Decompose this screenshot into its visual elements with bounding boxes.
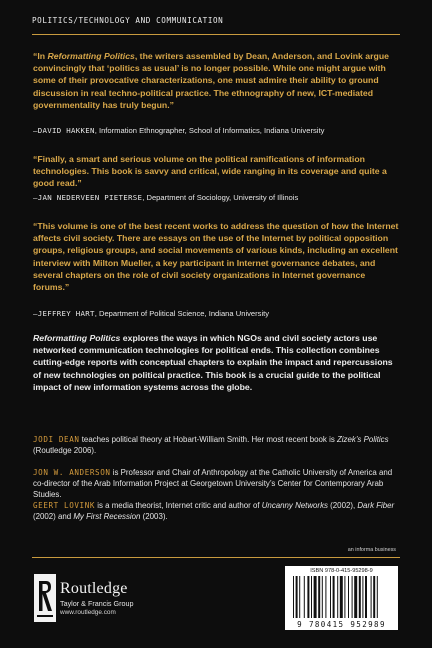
quote-3-attribution (33, 309, 401, 318)
top-divider (32, 34, 400, 35)
publisher-name: Routledge (60, 580, 128, 597)
quote-2-attribution (33, 193, 401, 202)
editor-bio-anderson (33, 467, 399, 500)
bio-text: is a media theorist, Internet critic and author of (95, 501, 262, 510)
routledge-logo-icon (33, 573, 57, 623)
publisher-website: www.routledge.com (60, 609, 116, 616)
publisher-group: Taylor & Francis Group (60, 599, 134, 608)
quote-3-affiliation: , Department of Political Science, Indiana University (94, 309, 270, 318)
bio-text-mid: (2002) and (33, 512, 74, 521)
bio-text-mid: (2002), (327, 501, 358, 510)
endorsement-quote-1: “In Reformatting Politics, the writers assembled by Dean, Anderson, and Lovink argue convincingly that ‘politics as usual’ is no longer possible. While one might argue with some of their provocative characterizations, one must admire their ability to ground discussion in real techno-political practice. The ethnography of new, ICT-mediated governmentality has truly begun.” (33, 51, 389, 110)
informa-business-label: an informa business (347, 547, 396, 553)
description-text: explores the ways in which NGOs and civil society actors use networked communication technologies for political ends. This collection combines cutting-edge reports with conceptual chapters to explain the impact and repercussions of new technologies on political practice. This book is a crucial guide to the political impact of new information systems across the globe. (33, 333, 393, 392)
bio-book-title: My First Recession (73, 512, 141, 521)
bottom-divider (32, 557, 400, 558)
bio-text-tail: (2003). (140, 512, 168, 521)
category-label: POLITICS/TECHNOLOGY AND COMMUNICATION (32, 16, 224, 25)
bio-name: JODI DEAN (33, 435, 80, 444)
editor-bio-dean (33, 434, 399, 456)
quote-1-author: —DAVID HAKKEN (33, 126, 95, 135)
endorsement-quote-2: “Finally, a smart and serious volume on the political ramifications of information technologies. This book is savvy and critical, wide ranging in its coverage and quite a good read.” (33, 154, 387, 189)
bio-book-title: Uncanny Networks (261, 501, 328, 510)
bio-text: is Professor and Chair of Anthropology at the Catholic University of America and co-director of the Arab Information Project at Georgetown University’s Center for Contemporary Arab Studies. (33, 468, 393, 499)
book-description (33, 332, 399, 393)
endorsement-quote-3: “This volume is one of the best recent works to address the question of how the Internet affects civil society. There are essays on the use of the Internet by political opposition groups, religious groups, and social movements of various kinds, including an excellent interview with Milton Mueller, a key participant in Internet governance debates, and several chapters on the role of civil society organizations in Internet governance forums.” (33, 221, 399, 293)
description-book-title: Reformatting Politics (33, 333, 121, 343)
quote-3-author: —JEFFREY HART (33, 309, 95, 318)
isbn-barcode (285, 566, 398, 630)
bio-text: teaches political theory at Hobart-William Smith. Her most recent book is (79, 435, 337, 444)
quote-2-affiliation: , Department of Sociology, University of Illinois (142, 193, 299, 202)
quote-1-attribution (33, 126, 401, 135)
barcode-bars-icon (291, 576, 392, 618)
quote-1-affiliation: , Information Ethnographer, School of Informatics, Indiana University (94, 126, 325, 135)
isbn-digits: 9 780415 952989 (297, 620, 386, 629)
isbn-label: ISBN 978-0-415-95298-9 (310, 568, 373, 574)
quote-1-text: , the writers assembled by Dean, Anderson, and Lovink argue convincingly that ‘politics as usual’ is no longer possible. While one might argue with some of their provocative characterizations, one must admire their ability to ground discussion in real techno-political practice. The ethnography of new, ICT-mediated governmentality has truly begun.” (33, 51, 389, 110)
bio-text-tail: (Routledge 2006). (33, 446, 97, 455)
editor-bio-lovink (33, 500, 399, 522)
quote-2-author: —JAN NEDERVEEN PIETERSE (33, 193, 143, 202)
bio-book-title: Dark Fiber (357, 501, 395, 510)
bio-book-title: Zizek’s Politics (336, 435, 389, 444)
quote-1-book-title: Reformatting Politics (47, 51, 135, 61)
bio-name: GEERT LOVINK (33, 501, 96, 510)
quote-1-lead: In (37, 51, 48, 61)
bio-name: JON W. ANDERSON (33, 468, 111, 477)
publisher-block (60, 580, 134, 616)
